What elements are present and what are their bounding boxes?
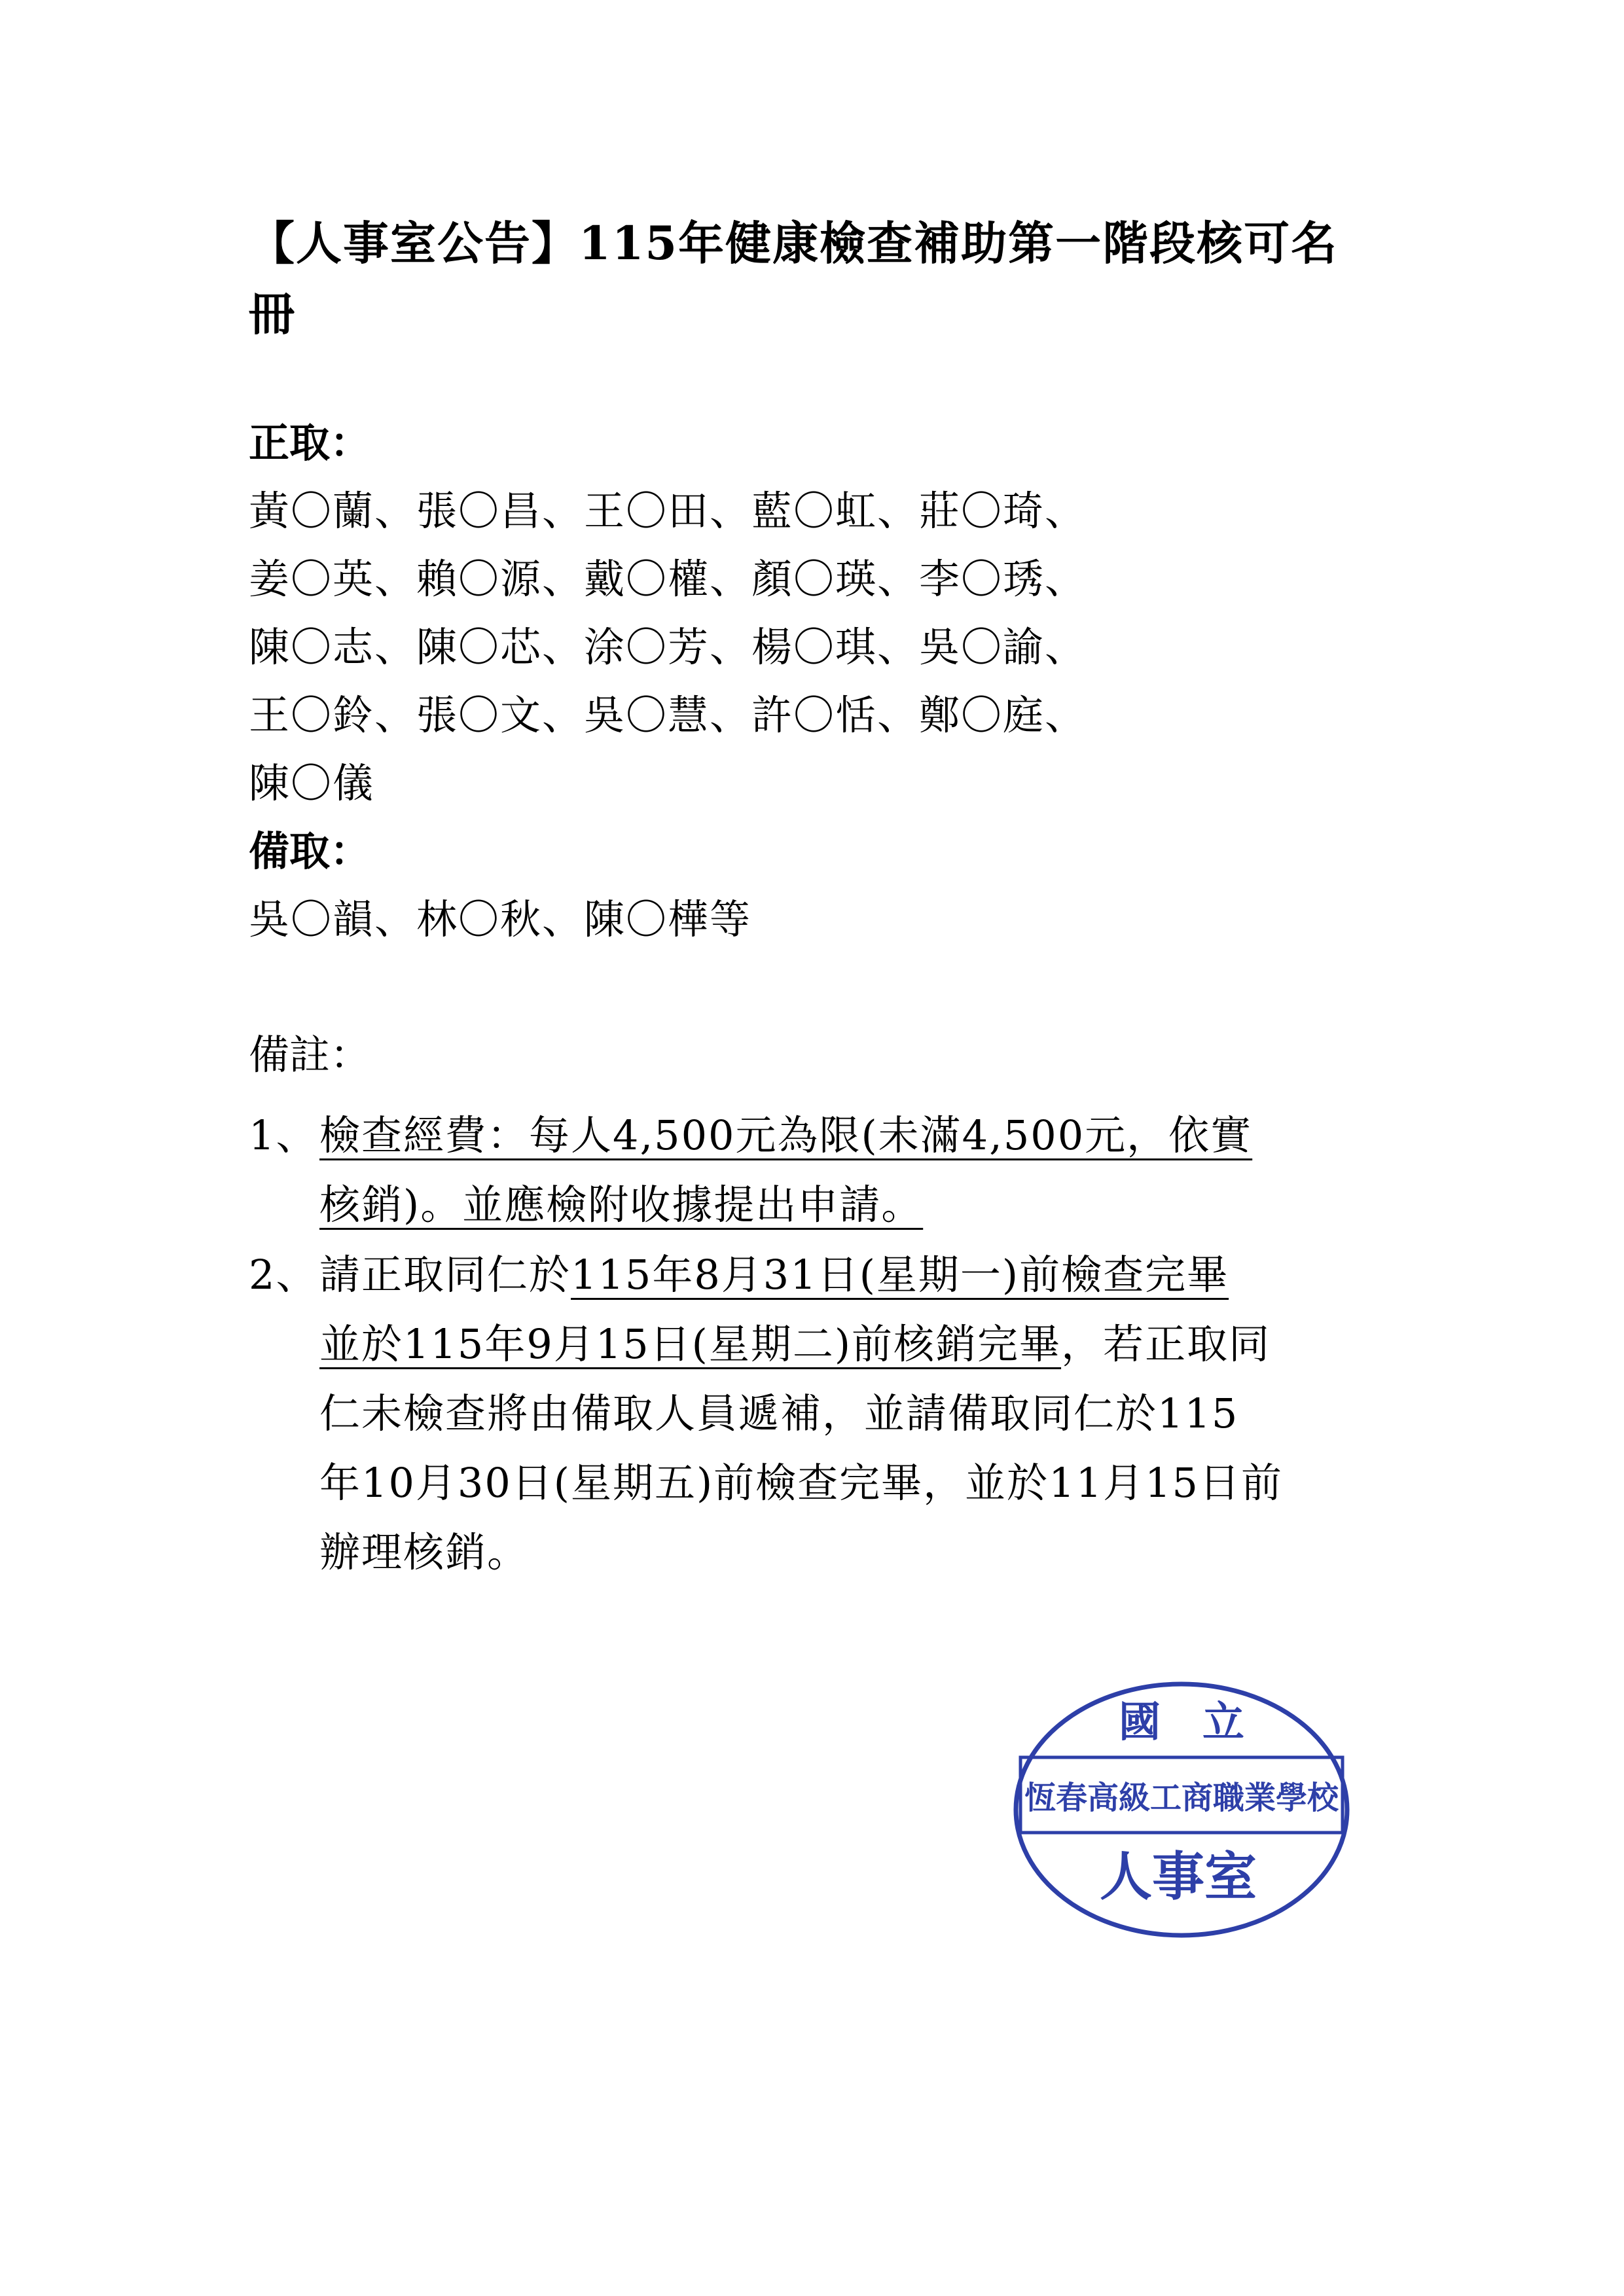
seal-middle-text: 恆春高級工商職業學校 [1024,1780,1339,1816]
note-2-line-1-plain: 請正取同仁於 [319,1251,571,1299]
note-2-line-3: 仁未檢查將由備取人員遞補，並請備取同仁於115 [319,1390,1239,1437]
note-2-line-5: 辦理核銷。 [319,1528,530,1576]
approved-names-line-1: 黃〇蘭、張〇昌、王〇田、藍〇虹、莊〇琦、 [249,487,1087,535]
page-title [249,208,1401,350]
approved-names-line-2: 姜〇英、賴〇源、戴〇權、顏〇瑛、李〇琇、 [249,555,1087,603]
seal-top-text: 國 立 [1119,1698,1244,1747]
note-2-number: 2、 [249,1251,318,1299]
approved-names-line-5: 陳〇儀 [249,759,375,807]
note-item-2 [249,1240,1388,1587]
note-2-line-4: 年10月30日(星期五)前檢查完畢，並於11月15日前 [319,1459,1283,1507]
title-line-2: 冊 [249,287,296,341]
note-2-line-1-underlined: 115年8月31日(星期一)前檢查完畢 [571,1251,1229,1299]
office-seal-stamp [1011,1679,1352,1941]
seal-bottom-text: 人事室 [1100,1846,1257,1907]
alternate-names-line-1: 吳〇韻、林〇秋、陳〇樺等 [249,895,752,943]
approved-names-line-3: 陳〇志、陳〇芯、涂〇芳、楊〇琪、吳〇諭、 [249,623,1087,671]
note-1-number: 1、 [249,1111,318,1159]
note-1-line-2: 核銷)。並應檢附收據提出申請。 [319,1181,924,1229]
note-item-1 [249,1101,1388,1240]
approved-label: 正取： [249,419,371,467]
note-2-line-2-plain: ，若正取同 [1061,1320,1271,1368]
note-2-line-2-underlined: 並於115年9月15日(星期二)前核銷完畢 [319,1320,1062,1368]
note-1-line-1: 檢查經費：每人4,500元為限(未滿4,500元，依實 [319,1111,1253,1159]
notes-label: 備註： [249,1031,371,1079]
title-line-1: 【人事室公告】115年健康檢查補助第一階段核可名 [249,216,1339,270]
alternate-label: 備取： [249,827,371,875]
approved-names-line-4: 王〇鈴、張〇文、吳〇慧、許〇恬、鄭〇庭、 [249,691,1087,739]
